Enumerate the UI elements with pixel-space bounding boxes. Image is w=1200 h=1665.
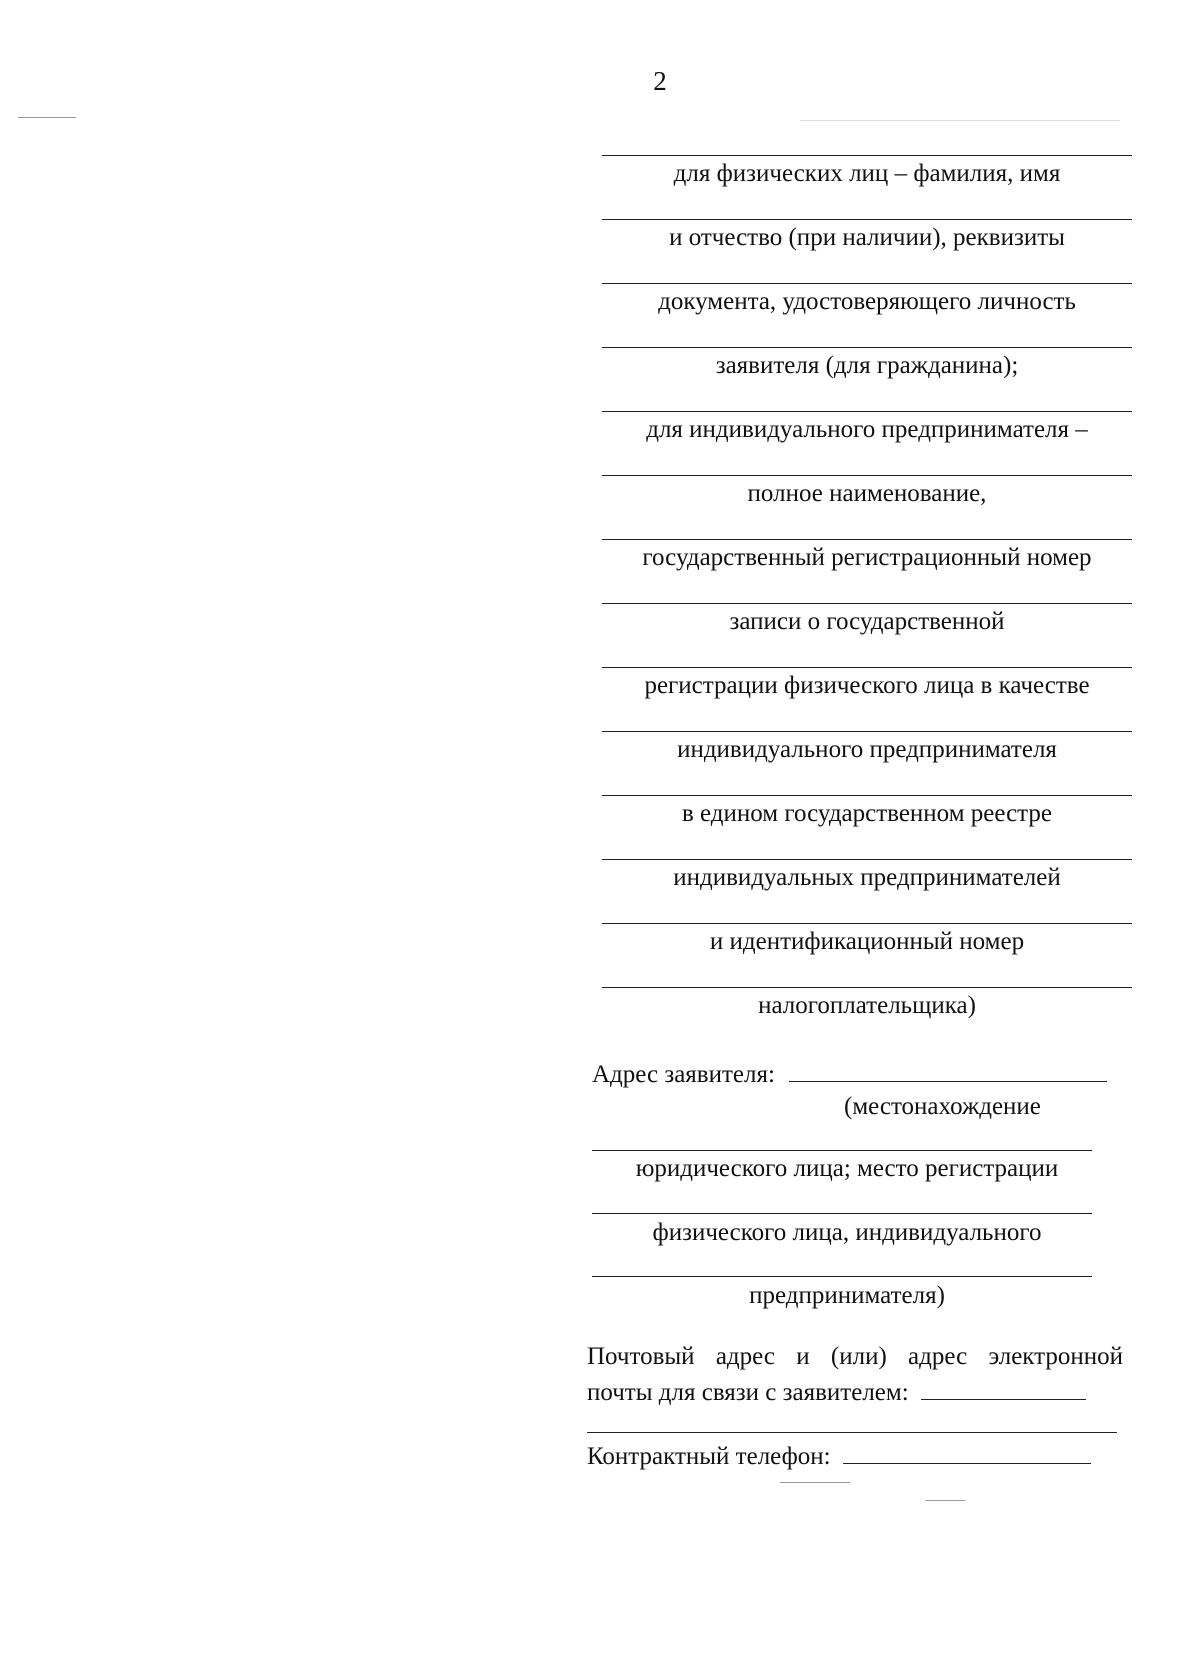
caption-line: документа, удостоверяющего личность [658,288,1076,315]
blank-line[interactable] [602,795,1132,796]
scan-speck [925,1500,965,1501]
blank-line[interactable] [592,1213,1092,1214]
address-field[interactable] [789,1055,1107,1082]
caption-line: регистрации физического лица в качестве [644,672,1090,699]
blank-line[interactable] [602,539,1132,540]
scan-speck [800,120,1120,121]
phone-label: Контрактный телефон: [587,1443,831,1470]
blank-line[interactable] [602,923,1132,924]
scan-speck [780,1482,850,1483]
phone-row [587,1437,1091,1472]
address-caption-line: предпринимателя) [749,1282,945,1309]
caption-line: для физических лиц – фамилия, имя [673,160,1061,187]
caption-line: и идентификационный номер [709,928,1025,955]
address-caption-line: физического лица, индивидуального [652,1219,1042,1246]
blank-line[interactable] [602,859,1132,860]
blank-line[interactable] [602,347,1132,348]
caption-line: для индивидуального предпринимателя – [646,416,1088,443]
caption-line: в едином государственном реестре [681,800,1053,827]
phone-field[interactable] [843,1437,1091,1464]
blank-line[interactable] [602,283,1132,284]
caption-line: заявителя (для гражданина); [715,352,1019,379]
blank-line[interactable] [602,219,1132,220]
address-label-row [592,1055,1107,1090]
blank-line[interactable] [602,411,1132,412]
blank-line[interactable] [602,987,1132,988]
blank-line[interactable] [602,475,1132,476]
blank-line[interactable] [602,155,1132,156]
blank-line[interactable] [602,667,1132,668]
caption-line: налогоплательщика) [758,992,976,1019]
page-number: 2 [653,66,667,96]
postal-label-row [587,1373,1086,1408]
caption-line: индивидуального предпринимателя [677,736,1057,763]
caption-line: государственный регистрационный номер [642,544,1092,571]
postal-label: почты для связи с заявителем: [587,1379,909,1406]
scan-speck [18,117,76,118]
caption-line: индивидуальных предпринимателей [673,864,1061,891]
blank-line[interactable] [602,603,1132,604]
blank-line[interactable] [592,1150,1092,1151]
blank-line[interactable] [587,1432,1117,1433]
postal-field[interactable] [921,1373,1086,1400]
caption-line: полное наименование, [747,480,987,507]
address-caption-line: юридического лица; место регистрации [635,1155,1059,1182]
blank-line[interactable] [592,1276,1092,1277]
address-label: Адрес заявителя: [592,1061,775,1088]
blank-line[interactable] [602,731,1132,732]
address-caption-line: (местонахождение [844,1093,1041,1120]
postal-label-line1: Почтовый адрес и (или) адрес электронной [587,1343,1123,1370]
caption-line: и отчество (при наличии), реквизиты [669,224,1065,251]
caption-line: записи о государственной [729,608,1005,635]
